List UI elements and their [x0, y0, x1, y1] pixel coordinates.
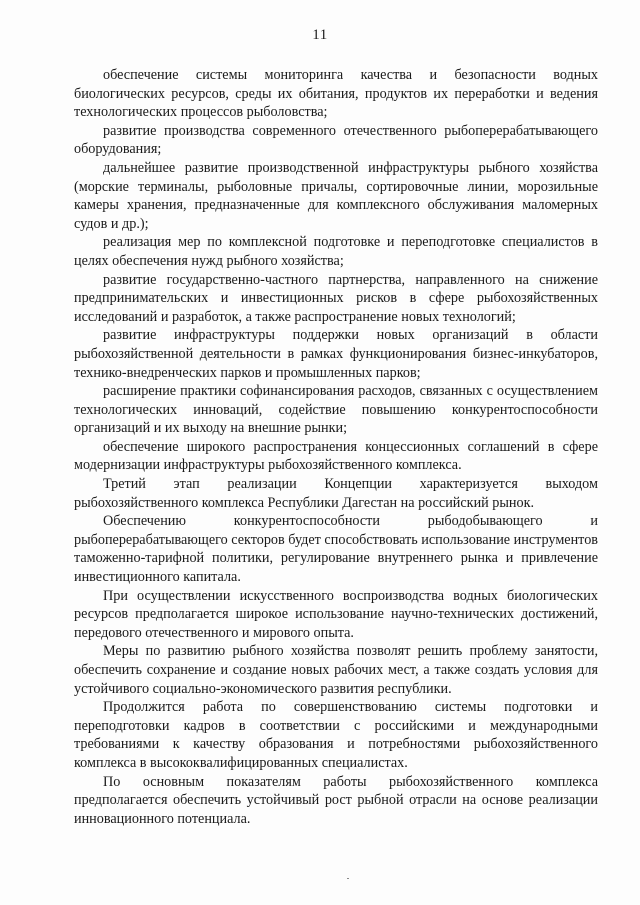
body-text: [74, 66, 598, 828]
paragraph-reproduction: При осуществлении искусственного воспроизводства водных биологических ресурсов предполагается широкое использование научно-технических достижений, передового отечественного и мирового опыта.: [74, 587, 598, 641]
paragraph-training: реализация мер по комплексной подготовке и переподготовке специалистов в целях обеспечения нужд рыбного хозяйства;: [74, 234, 598, 269]
paragraph-infrastructure: дальнейшее развитие производственной инфраструктуры рыбного хозяйства (морские терминалы, рыболовные причалы, сортировочные линии, морозильные камеры хранения, предназначенные для комплексного обслуживания маломерных судов и др.);: [74, 159, 598, 232]
paragraph-monitoring: обеспечение системы мониторинга качества и безопасности водных биологических ресурсов, среды их обитания, продуктов их переработки и ведения технологических процессов рыболовства;: [74, 67, 598, 121]
paragraph-equipment: развитие производства современного отечественного рыбоперерабатывающего оборудования;: [74, 122, 598, 158]
paragraph-support-infrastructure: развитие инфраструктуры поддержки новых организаций в области рыбохозяйственной деятельности в рамках функционирования бизнес-инкубаторов, технико-внедренческих парков и промышленных парков;: [74, 327, 598, 381]
paragraph-cofinancing: расширение практики софинансирования расходов, связанных с осуществлением технологических инноваций, содействие повышению конкурентоспособности организаций и их выходу на внешние рынки;: [74, 383, 598, 437]
paragraph-third-stage: Третий этап реализации Концепции характеризуется выходом рыбохозяйственного комплекса Республики Дагестан на российский рынок.: [74, 476, 598, 511]
paragraph-employment: Меры по развитию рыбного хозяйства позволят решить проблему занятости, обеспечить сохранение и создание новых рабочих мест, а также создать условия для устойчивого социально-экономического развития республики.: [74, 643, 598, 697]
scan-speck: [347, 878, 349, 879]
paragraph-personnel: Продолжится работа по совершенствованию системы подготовки и переподготовки кадров в соответствии с российскими и международными требованиями к качеству образования и потребностями рыбохозяйственного комплекса в высококвалифицированных специалистах.: [74, 699, 598, 771]
paragraph-competitiveness: Обеспечению конкурентоспособности рыбодобывающего и рыбоперерабатывающего секторов будет способствовать использование инструментов таможенно-тарифной политики, регулирование внутреннего рынка и привлечение инвестиционного капитала.: [74, 513, 598, 586]
page-number: 11: [312, 27, 328, 43]
paragraph-partnership: развитие государственно-частного партнерства, направленного на снижение предпринимательских и инвестиционных рисков в сфере рыбохозяйственных исследований и разработок, а также распространение новых технологий;: [74, 271, 598, 325]
paragraph-concessions: обеспечение широкого распространения концессионных соглашений в сфере модернизации инфраструктуры рыбохозяйственного комплекса.: [74, 438, 598, 474]
paragraph-growth: По основным показателям работы рыбохозяйственного комплекса предполагается обеспечить устойчивый рост рыбной отрасли на основе реализации инновационного потенциала.: [74, 773, 598, 827]
